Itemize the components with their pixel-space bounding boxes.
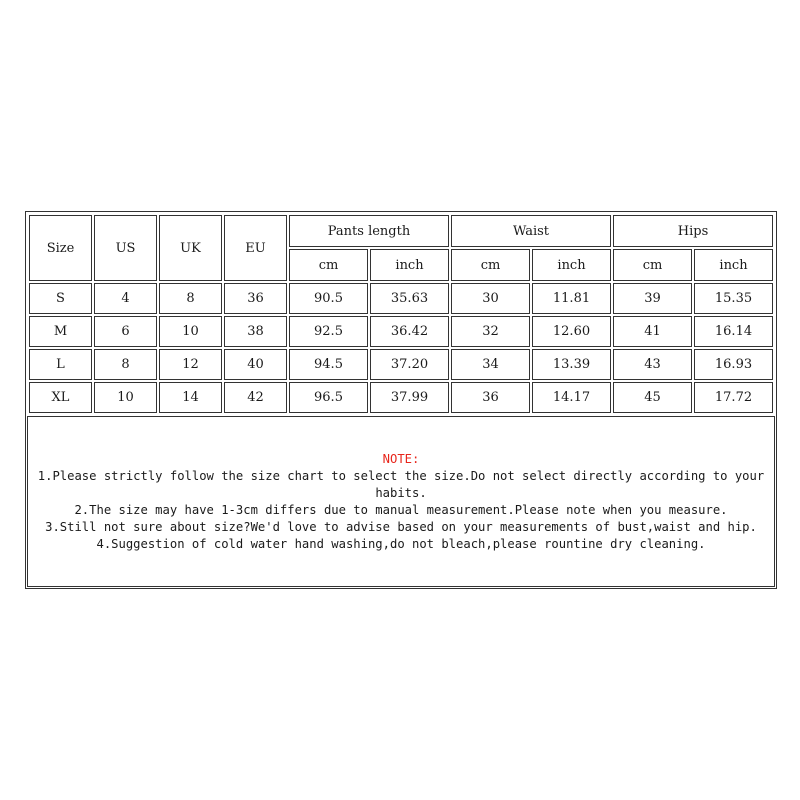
cell-us: 8 (94, 349, 157, 380)
unit-inch: inch (532, 249, 611, 281)
table-row (29, 382, 773, 413)
cell-pants-cm: 92.5 (289, 316, 368, 347)
cell-us: 6 (94, 316, 157, 347)
note-line: 1.Please strictly follow the size chart to select the size.Do not select directly according to your habits. (37, 469, 765, 500)
cell-hips-cm: 41 (613, 316, 692, 347)
notes-title: NOTE: (382, 452, 420, 466)
unit-inch: inch (370, 249, 449, 281)
header-size: Size (29, 215, 92, 281)
unit-cm: cm (613, 249, 692, 281)
header-us: US (94, 215, 157, 281)
cell-uk: 10 (159, 316, 222, 347)
cell-pants-cm: 94.5 (289, 349, 368, 380)
cell-size: XL (29, 382, 92, 413)
cell-uk: 12 (159, 349, 222, 380)
cell-pants-inch: 35.63 (370, 283, 449, 314)
header-uk: UK (159, 215, 222, 281)
cell-waist-cm: 30 (451, 283, 530, 314)
cell-us: 10 (94, 382, 157, 413)
unit-cm: cm (289, 249, 368, 281)
header-eu: EU (224, 215, 287, 281)
cell-hips-cm: 43 (613, 349, 692, 380)
cell-waist-cm: 36 (451, 382, 530, 413)
notes-box (27, 416, 775, 587)
unit-cm: cm (451, 249, 530, 281)
header-waist: Waist (451, 215, 611, 247)
cell-waist-inch: 12.60 (532, 316, 611, 347)
table-row (29, 316, 773, 347)
cell-pants-cm: 90.5 (289, 283, 368, 314)
cell-hips-inch: 17.72 (694, 382, 773, 413)
cell-hips-inch: 15.35 (694, 283, 773, 314)
cell-eu: 42 (224, 382, 287, 413)
cell-pants-inch: 37.20 (370, 349, 449, 380)
header-hips: Hips (613, 215, 773, 247)
cell-waist-inch: 13.39 (532, 349, 611, 380)
cell-waist-cm: 32 (451, 316, 530, 347)
size-table (27, 213, 775, 415)
cell-size: S (29, 283, 92, 314)
cell-hips-cm: 45 (613, 382, 692, 413)
cell-pants-inch: 36.42 (370, 316, 449, 347)
header-pants-length: Pants length (289, 215, 449, 247)
cell-uk: 8 (159, 283, 222, 314)
table-row (29, 349, 773, 380)
cell-waist-inch: 11.81 (532, 283, 611, 314)
cell-us: 4 (94, 283, 157, 314)
cell-eu: 38 (224, 316, 287, 347)
cell-hips-cm: 39 (613, 283, 692, 314)
cell-eu: 36 (224, 283, 287, 314)
note-line: 2.The size may have 1-3cm differs due to manual measurement.Please note when you measure. (74, 503, 728, 517)
header-row-1 (29, 215, 773, 247)
cell-size: L (29, 349, 92, 380)
cell-pants-inch: 37.99 (370, 382, 449, 413)
note-line: 3.Still not sure about size?We'd love to advise based on your measurements of bust,waist and hip. (45, 520, 757, 534)
table-row (29, 283, 773, 314)
cell-uk: 14 (159, 382, 222, 413)
cell-waist-cm: 34 (451, 349, 530, 380)
cell-eu: 40 (224, 349, 287, 380)
cell-hips-inch: 16.93 (694, 349, 773, 380)
cell-waist-inch: 14.17 (532, 382, 611, 413)
cell-size: M (29, 316, 92, 347)
cell-pants-cm: 96.5 (289, 382, 368, 413)
cell-hips-inch: 16.14 (694, 316, 773, 347)
note-line: 4.Suggestion of cold water hand washing,do not bleach,please rountine dry cleaning. (96, 537, 706, 551)
unit-inch: inch (694, 249, 773, 281)
